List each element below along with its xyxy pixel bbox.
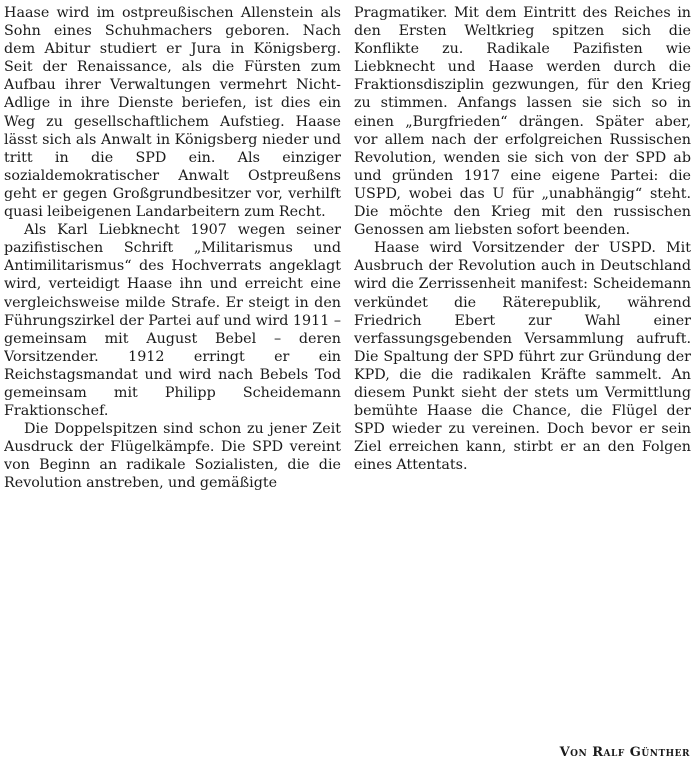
paragraph: Als Karl Liebknecht 1907 wegen seiner pazifistischen Schrift „Militarismus und Antimilitarismus“ des Hochverrats angeklagt wird, verteidigt Haase ihn und erreicht eine vergleichsweise milde Strafe. Er steigt in den Führungszirkel der Partei auf und wird 1911 – gemeinsam mit August Bebel – deren Vorsitzender. 1912 erringt er ein Reichstagsmandat und wird nach Bebels Tod gemeinsam mit Philipp Scheidemann Fraktionschef. [4, 222, 341, 420]
paragraph: Haase wird Vorsitzender der USPD. Mit Ausbruch der Revolution auch in Deutschland wird die Zerrissenheit manifest: Scheidemann verkündet die Räterepublik, während Friedrich Ebert zur Wahl einer verfassungsgebenden Versammlung aufruft. Die Spaltung der SPD führt zur Gründung der KPD, die die radikalen Kräfte sammelt. An diesem Punkt sieht der stets um Vermittlung bemühte Haase die Chance, die Flügel der SPD wieder zu vereinen. Doch bevor er sein Ziel erreichen kann, stirbt er an den Folgen eines Attentats. [354, 240, 691, 474]
paragraph: Pragmatiker. Mit dem Eintritt des Reiches in den Ersten Weltkrieg spitzen sich die Konflikte zu. Radikale Pazifisten wie Liebknecht und Haase werden durch die Fraktionsdisziplin gezwungen, für den Krieg zu stimmen. Anfangs lassen sie sich so in einen „Burgfrieden“ drängen. Später aber, vor allem nach der erfolgreichen Russischen Revolution, wenden sie sich von der SPD ab und gründen 1917 eine eigene Partei: die USPD, wobei das U für „unabhängig“ steht. Die möchte den Krieg mit den russischen Genossen am liebsten sofort beenden. [354, 5, 691, 239]
author-byline: Von Ralf Günther [559, 745, 690, 760]
article-columns [4, 4, 696, 744]
article-column-left [4, 4, 341, 744]
paragraph: Haase wird im ostpreußischen Allenstein als Sohn eines Schuhmachers geboren. Nach dem Abitur studiert er Jura in Königsberg. Seit der Renaissance, als die Fürsten zum Aufbau ihrer Verwaltungen vermehrt Nicht-Adlige in ihre Dienste beriefen, ist dies ein Weg zu gesellschaftlichem Aufstieg. Haase lässt sich als Anwalt in Königsberg nieder und tritt in die SPD ein. Als einziger sozialdemokratischer Anwalt Ostpreußens geht er gegen Großgrundbesitzer vor, verhilft quasi leibeigenen Landarbeitern zum Recht. [4, 5, 341, 221]
paragraph: Die Doppelspitzen sind schon zu jener Zeit Ausdruck der Flügelkämpfe. Die SPD vereint von Beginn an radikale Sozialisten, die die Revolution anstreben, und gemäßigte [4, 421, 341, 492]
article-column-right [354, 4, 691, 744]
